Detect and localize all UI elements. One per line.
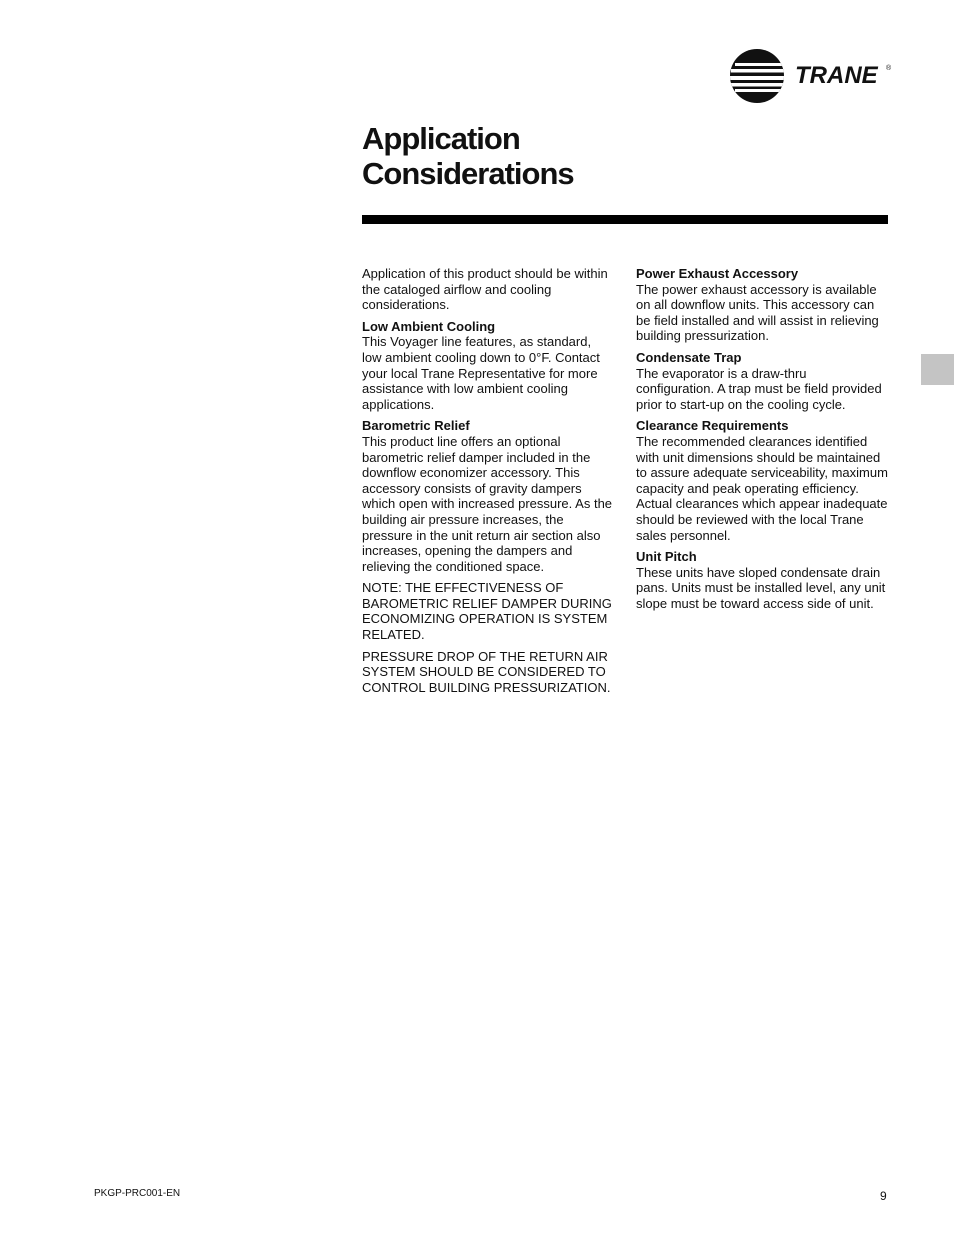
condensate-trap-heading: Condensate Trap [636, 349, 742, 365]
page-title [362, 121, 574, 191]
effectiveness-note: NOTE: THE EFFECTIVENESS OF BAROMETRIC RELIEF DAMPER DURING ECONOMIZING OPERATION IS SYSTEM RELATED. [362, 580, 612, 643]
page-number: 9 [880, 1189, 887, 1203]
unit-pitch-text: These units have sloped condensate drain pans. Units must be installed level, any unit slope must be toward access side of unit. [636, 564, 886, 611]
right-column [636, 266, 888, 617]
document-code: PKGP-PRC001-EN [94, 1188, 181, 1199]
barometric-relief-heading: Barometric Relief [362, 418, 470, 434]
clearance-requirements-text: The recommended clearances identified with unit dimensions should be maintained to assure adequate serviceability, maximum capacity and peak operating efficiency. Actual clearances which appear inadequate should be reviewed with the local Trane sales personnel. [636, 433, 888, 543]
left-column [362, 266, 614, 701]
page-title-line-2: Considerations [362, 156, 574, 191]
unit-pitch-heading: Unit Pitch [636, 549, 697, 565]
power-exhaust-text: The power exhaust accessory is available on all downflow units. This accessory can be field installed and will assist in relieving building pressurization. [636, 281, 879, 344]
low-ambient-cooling-text: This Voyager line features, as standard, low ambient cooling down to 0°F. Contact your local Trane Representative for more assistance with low ambient cooling applications. [362, 334, 600, 412]
trane-logo-text: TRANE [795, 62, 878, 89]
title-rule [362, 215, 888, 224]
clearance-requirements-heading: Clearance Requirements [636, 418, 789, 434]
page-title-line-1: Application [362, 121, 520, 156]
condensate-trap-text: The evaporator is a draw-thru configuration. A trap must be field provided prior to start-up on the cooling cycle. [636, 365, 882, 412]
pressure-drop-note: PRESSURE DROP OF THE RETURN AIR SYSTEM SHOULD BE CONSIDERED TO CONTROL BUILDING PRESSURIZATION. [362, 648, 611, 695]
low-ambient-cooling-heading: Low Ambient Cooling [362, 318, 496, 334]
intro-paragraph: Application of this product should be within the cataloged airflow and cooling considerations. [362, 266, 608, 313]
trane-logo [729, 48, 899, 104]
barometric-relief-text: This product line offers an optional barometric relief damper included in the downflow economizer accessory. This accessory consists of gravity dampers which open with increased pressure. As the building air pressure increases, the pressure in the unit return air section also increases, opening the dampers and relieving the conditioned space. [362, 433, 613, 574]
registered-mark: ® [886, 65, 892, 72]
section-side-tab [921, 354, 954, 385]
power-exhaust-heading: Power Exhaust Accessory [636, 266, 799, 281]
